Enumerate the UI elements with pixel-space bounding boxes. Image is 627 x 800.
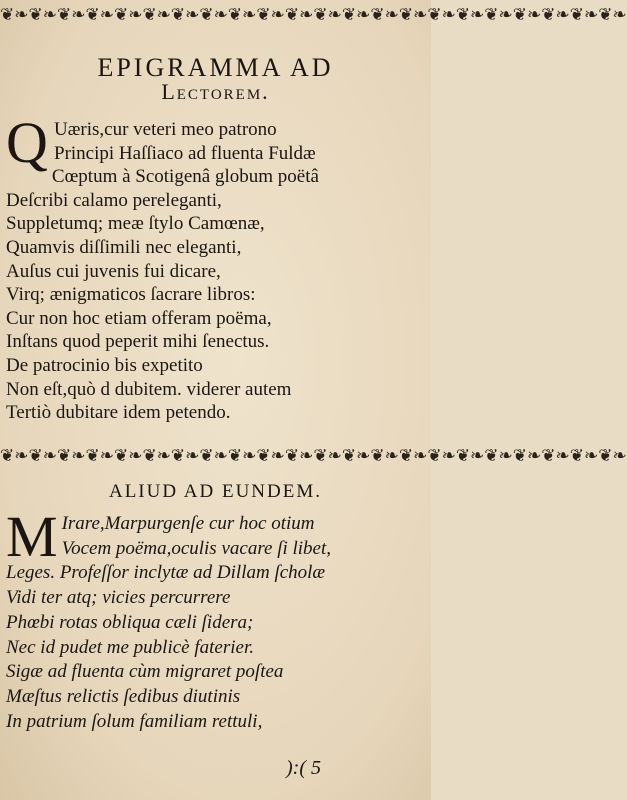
poem-line: Nec id pudet me publicè faterier. <box>6 636 254 658</box>
poem-line: Principi Haſſiaco ad fluenta Fuldæ <box>54 142 316 164</box>
poem-line: Cur non hoc etiam offeram poëma, <box>6 307 272 329</box>
dropcap-q: Q <box>6 110 48 175</box>
poem-line: Cœptum à Scotigenâ globum poëtâ <box>51 166 319 188</box>
aliud-poem <box>6 504 426 734</box>
poem-line: Suppletumq; meæ ſtylo Camœnæ, <box>6 213 265 235</box>
poem-line: Vocem poëma,oculis vacare ſi libet, <box>61 537 332 559</box>
poem-line: Quamvis diſſimili nec eleganti, <box>6 236 242 258</box>
epigram-poem <box>6 110 426 425</box>
poem-line: Leges. Profeſſor inclytæ ad Dillam ſcholæ <box>6 562 326 584</box>
epigram-title: EPIGRAMMA AD <box>97 53 334 82</box>
poem-line: De patrocinio bis expetito <box>6 354 203 376</box>
poem-line: Virq; ænigmaticos ſacrare libros: <box>6 284 256 306</box>
epigram-subtitle: Lectorem. <box>161 79 270 104</box>
poem-line: Tertiò dubitare idem petendo. <box>6 402 231 424</box>
poem-line: Inſtans quod peperit mihi ſenectus. <box>6 331 270 353</box>
poem-line: Uæris,cur veteri meo patrono <box>54 119 277 140</box>
poem-line: In patrium ſolum familiam rettuli, <box>6 710 263 732</box>
aliud-title: ALIUD AD EUNDEM. <box>108 481 322 502</box>
top-ornament-border: ❦❧❦❧❦❧❦❧❦❧❦❧❦❧❦❧❦❧❦❧❦❧❦❧❦❧❦❧❦❧❦❧❦❧❦❧❦❧❦❧❦❧❦❧ <box>0 5 627 25</box>
poem-line: Auſus cui juvenis fui dicare, <box>6 260 221 282</box>
poem-line: Vidi ter atq; vicies percurrere <box>6 587 231 609</box>
poem-line: Irare,Marpurgenſe cur hoc otium <box>61 513 315 534</box>
middle-ornament-border: ❦❧❦❧❦❧❦❧❦❧❦❧❦❧❦❧❦❧❦❧❦❧❦❧❦❧❦❧❦❧❦❧❦❧❦❧❦❧❦❧❦❧❦❧ <box>0 446 627 466</box>
signature-mark: ):( 5 <box>286 757 321 779</box>
dropcap-m: M <box>6 504 58 569</box>
poem-line: Sigæ ad fluenta cùm migraret poſtea <box>6 661 284 683</box>
poem-line: Deſcribi calamo pereleganti, <box>6 189 222 211</box>
poem-line: Phœbi rotas obliqua cæli ſidera; <box>6 611 254 633</box>
poem-line: Mæſtus relictis ſedibus diutinis <box>6 685 241 707</box>
poem-line: Non eſt,quò d dubitem. viderer autem <box>6 378 292 400</box>
